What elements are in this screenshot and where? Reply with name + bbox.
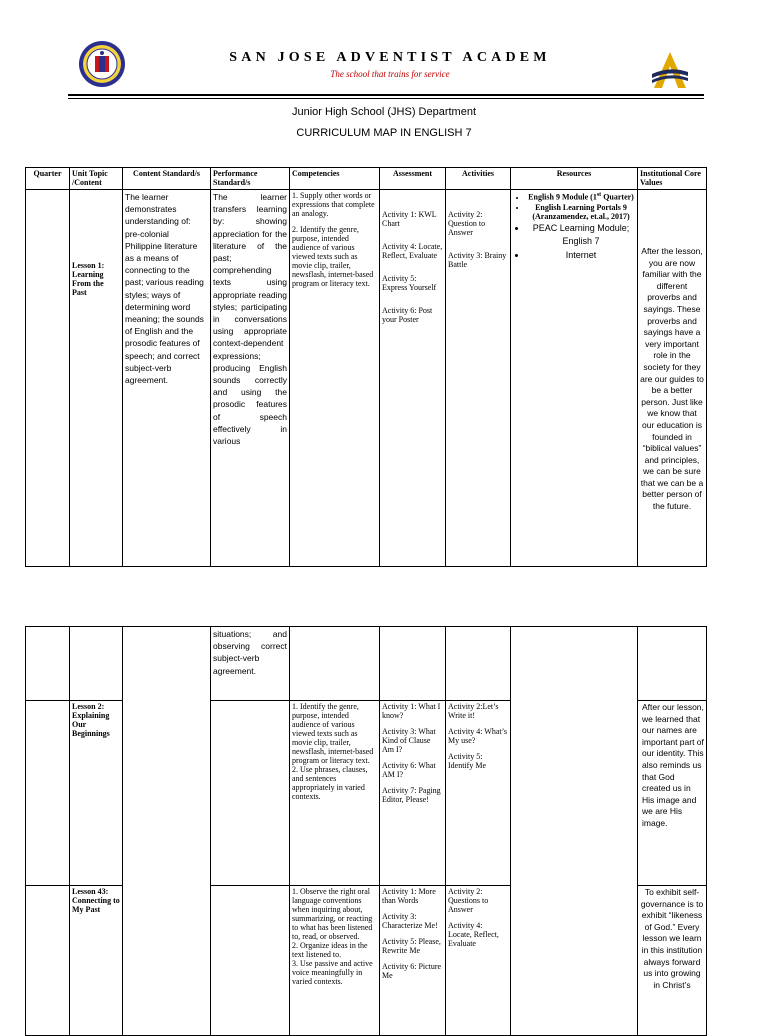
lesson-3-core-values: To exhibit self-governance is to exhibit “likeness of God.” Every lesson we learn in this institution always forward us into growing in Christ’s <box>638 886 707 1036</box>
activity-item: Activity 2: Questions to Answer <box>448 887 489 914</box>
lesson-3-title: Lesson 43: Connecting to My Past <box>70 886 123 1036</box>
header-performance-standard: Performance Standard/s <box>211 168 290 190</box>
continued-performance-standard: situations; and observing correct subject-verb agreement. <box>211 627 290 701</box>
assessment-item: Activity 5: Please, Rewrite Me <box>382 937 441 955</box>
assessment-item: Activity 6: Picture Me <box>382 962 442 980</box>
school-seal-icon <box>78 40 126 88</box>
empty-cell <box>380 627 446 701</box>
competency-item: 2. Identify the genre, purpose, intended audience of various viewed texts such as movie clip, trailer, newsflash, internet-based program or literacy text. <box>292 225 374 288</box>
assessment-item: Activity 7: Paging Editor, Please! <box>382 786 441 804</box>
department-heading: Junior High School (JHS) Department <box>291 106 477 118</box>
document-title: CURRICULUM MAP IN ENGLISH 7 <box>296 127 472 139</box>
assessment-item: Activity 6: What AM I? <box>382 761 436 779</box>
unit-cell <box>70 627 123 701</box>
lesson-1-core-values: After the lesson, you are now familiar with the different proverbs and sayings. These proverbs and sayings have a very important role in the society for they are our guides to be a better person. Just like we know that our education is founded in “biblical values” and principles, we can be sure that we can be a better person of the future. <box>638 190 707 567</box>
header-unit-topic: Unit Topic /Content <box>70 168 123 190</box>
quarter-cell <box>26 627 70 701</box>
table-row <box>26 190 707 567</box>
empty-cell <box>211 701 290 886</box>
activity-item: Activity 2:Let’s Write it! <box>448 702 499 720</box>
empty-cell <box>446 627 511 701</box>
assessment-item: Activity 1: KWL Chart <box>382 210 437 228</box>
assessment-item: Activity 5: Express Yourself <box>382 274 437 292</box>
assessment-item: Activity 3: What Kind of Clause Am I? <box>382 727 436 754</box>
competency-item: 1. Observe the right oral language conventions when inquiring about, summarizing, or reacting to what has been listened to, read, or observed. <box>292 887 373 941</box>
header-rule-thick <box>68 94 704 96</box>
empty-cell <box>290 627 380 701</box>
competency-item: 1. Supply other words or expressions that complete an analogy. <box>292 191 375 218</box>
quarter-cell <box>26 886 70 1036</box>
lesson-1-title: Lesson 1: Learning From the Past <box>70 190 123 567</box>
lesson-2-activities <box>446 701 511 886</box>
header-assessment: Assessment <box>380 168 446 190</box>
lesson-1-assessment <box>380 190 446 567</box>
header-resources: Resources <box>511 168 638 190</box>
lesson-3-activities <box>446 886 511 1036</box>
lesson-2-competencies <box>290 701 380 886</box>
assessment-item: Activity 6: Post your Poster <box>382 306 433 324</box>
header-activities: Activities <box>446 168 511 190</box>
school-motto: The school that trains for service <box>330 69 450 79</box>
lesson-3-competencies <box>290 886 380 1036</box>
lesson-1-performance-standard: The learner transfers learning by: showing appreciation for the literature of the past; comprehending texts using appropriate reading styles; participating in conversations using appropriate context-dependent expressions; producing English sounds correctly and using the prosodic features of speech effectively in various <box>211 190 290 567</box>
activity-item: Activity 3: Brainy Battle <box>448 251 507 269</box>
competency-item: 1. Identify the genre, purpose, intended audience of various viewed texts such as movie clip, trailer, newsflash, internet-based program or literacy text. <box>292 702 374 765</box>
header-content-standard: Content Standard/s <box>123 168 211 190</box>
school-name: SAN JOSE ADVENTIST ACADEM <box>229 50 551 65</box>
empty-cell <box>638 627 707 701</box>
activity-item: Activity 5: Identify Me <box>448 752 486 770</box>
header-rule-thin <box>68 98 704 99</box>
assessment-item: Activity 1: More than Words <box>382 887 436 905</box>
competency-item: 3. Use passive and active voice meaningfully in varied contexts. <box>292 959 373 986</box>
competency-item: 2. Use phrases, clauses, and sentences appropriately in varied contexts. <box>292 765 368 801</box>
header-quarter: Quarter <box>26 168 70 190</box>
lesson-1-content-standard: The learner demonstrates understanding of: pre-colonial Philippine literature as a means of connecting to the past; various reading styles; ways of determining word meaning; the sounds of English and the prosodic features of speech; and correct subject-verb agreement. <box>123 190 211 567</box>
lesson-3-assessment <box>380 886 446 1036</box>
header-row <box>26 168 707 190</box>
quarter-cell <box>26 190 70 567</box>
adventist-logo-icon <box>650 50 690 90</box>
resource-item: • English 9 Module (1st Quarter) <box>527 191 635 202</box>
assessment-item: Activity 3: Characterize Me! <box>382 912 438 930</box>
lesson-1-competencies <box>290 190 380 567</box>
lesson-1-activities <box>446 190 511 567</box>
resource-item: • PEAC Learning Module; English 7 <box>527 222 635 248</box>
lesson-1-resources <box>511 190 638 567</box>
table-row <box>26 627 707 701</box>
activity-item: Activity 2: Question to Answer <box>448 210 486 237</box>
header-core-values: Institutional Core Values <box>638 168 707 190</box>
activity-item: Activity 4: What’s My use? <box>448 727 507 745</box>
competency-item: 2. Organize ideas in the text listened to. <box>292 941 368 959</box>
empty-cell <box>211 886 290 1036</box>
lesson-2-core-values: After our lesson, we learned that our names are important part of our identity. This also reminds us that God created us in His image and we are His image. <box>638 701 707 886</box>
curriculum-table-part2 <box>25 626 707 1036</box>
header-competencies: Competencies <box>290 168 380 190</box>
activity-item: Activity 4: Locate, Reflect, Evaluate <box>448 921 499 948</box>
resource-item: • Internet <box>527 249 635 262</box>
content-standard-cell <box>123 627 211 1036</box>
quarter-cell <box>26 701 70 886</box>
lesson-2-title: Lesson 2: Explaining Our Beginnings <box>70 701 123 886</box>
resource-item: • English Learning Portals 9 (Aranzamendez, et.al., 2017) <box>527 203 635 221</box>
curriculum-table-part1 <box>25 167 707 567</box>
assessment-item: Activity 1: What I know? <box>382 702 441 720</box>
assessment-item: Activity 4: Locate, Reflect, Evaluate <box>382 242 443 260</box>
resources-cell <box>511 627 638 1036</box>
lesson-2-assessment <box>380 701 446 886</box>
